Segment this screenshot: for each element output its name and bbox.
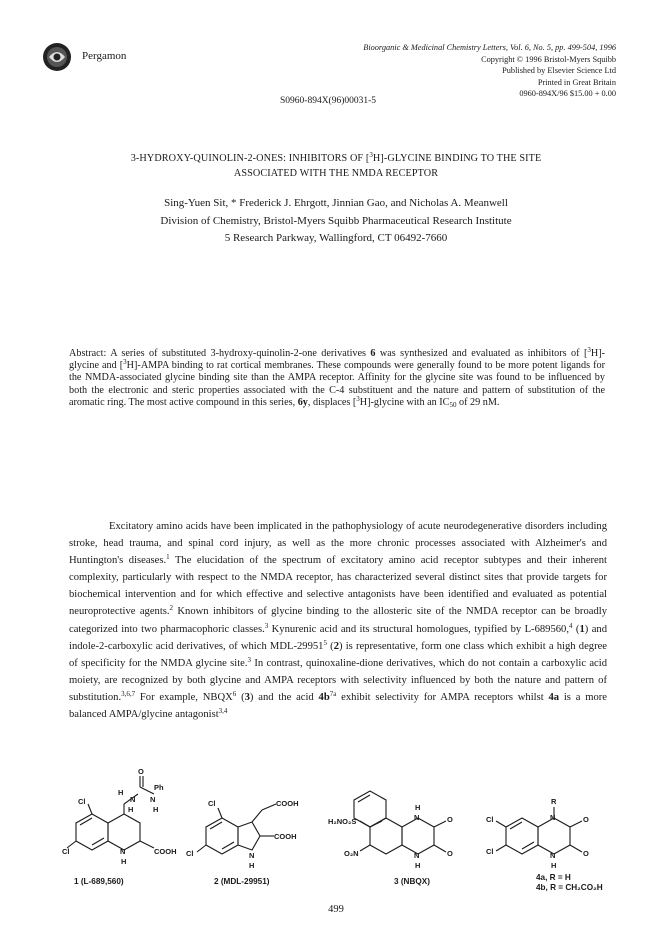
- author-names: Sing-Yuen Sit, * Frederick J. Ehrgott, Jinnian Gao, and Nicholas A. Meanwell: [164, 197, 508, 209]
- s4-pyrazine-ring: [538, 818, 570, 854]
- s3-pyrazine-ring: [402, 818, 434, 854]
- page-number: 499: [328, 904, 344, 915]
- journal-line-5: 0960-894X/96 $15.00 + 0.00: [519, 89, 616, 99]
- s2-atom-cooh1: COOH: [276, 799, 299, 808]
- s1-atom-n2: N: [150, 795, 156, 804]
- journal-line-1: Bioorganic & Medicinal Chemistry Letters, Vol. 6, No. 5, pp. 499-504, 1996: [363, 43, 616, 52]
- journal-line-2: Copyright © 1996 Bristol-Myers Squibb: [481, 54, 616, 64]
- s1-atom-o: O: [138, 767, 144, 776]
- journal-line-4: Printed in Great Britain: [537, 77, 616, 87]
- s3-atom-h2: H: [415, 861, 421, 870]
- s1-atom-cl2: Cl: [62, 847, 70, 856]
- s2-label: 2 (MDL-29951): [214, 877, 270, 886]
- s3-label: 3 (NBQX): [394, 877, 430, 886]
- s4-atom-o1: O: [583, 815, 589, 824]
- s3-atom-o1: O: [447, 815, 453, 824]
- chemical-structures-figure: [62, 767, 622, 894]
- s2-pyrrole-ring: [238, 822, 260, 850]
- s4-label-a: 4a, R = H: [536, 873, 571, 882]
- address: 5 Research Parkway, Wallingford, CT 06492-7660: [224, 232, 448, 244]
- publisher-name: Pergamon: [82, 50, 127, 62]
- s4-atom-r: R: [551, 797, 557, 806]
- s2-atom-n: N: [249, 851, 255, 860]
- s1-label: 1 (L-689,560): [74, 877, 124, 886]
- journal-citation: [363, 42, 616, 100]
- s4-atom-h: H: [551, 861, 557, 870]
- s1-atom-n3: N: [120, 847, 126, 856]
- s3-atom-n2: N: [414, 851, 420, 860]
- s3-naphthalene-ring-b: [370, 818, 402, 854]
- s3-atom-o2: O: [447, 849, 453, 858]
- s1-atom-cl1: Cl: [78, 797, 86, 806]
- s3-atom-o2n: O₂N: [344, 849, 359, 858]
- s4-atom-o2: O: [583, 849, 589, 858]
- s1-atom-h3: H: [153, 805, 159, 814]
- s1-atom-h4: H: [121, 857, 127, 866]
- s4-atom-cl2: Cl: [486, 847, 494, 856]
- s1-atom-n1: N: [130, 795, 136, 804]
- s3-atom-n1: N: [414, 813, 420, 822]
- s1-atom-h1: H: [118, 788, 124, 797]
- s1-atom-cooh: COOH: [154, 847, 177, 856]
- s2-atom-cl2: Cl: [186, 849, 194, 858]
- s1-atom-ph: Ph: [154, 783, 164, 792]
- s1-piperidine-ring: [108, 814, 140, 850]
- pergamon-logo-icon: [42, 42, 72, 72]
- s4-atom-n2: N: [550, 851, 556, 860]
- author-block: [60, 195, 612, 248]
- s4-atom-n1: N: [550, 813, 556, 822]
- s2-atom-cl1: Cl: [208, 799, 216, 808]
- abstract: Abstract: A series of substituted 3-hydroxy-quinolin-2-one derivatives 6 was synthesized and evaluated as inhibitors of [$^3$H]-glycine and [$^3$H]-AMPA binding to rat cortical membranes. These compounds were generally found to be more potent ligands for the NMDA-associated glycine binding site than the AMPA receptor. Affinity for the glycine site was found to be influenced by both the electronic and steric properties associated with the C-4 substituent and the nature and pattern of substitution of the aromatic ring. The most active compound in this series, 6y, displaces [$^3$H]-glycine with an $IC_{50}$ of 29 nM.: [69, 346, 605, 409]
- s3-atom-h2no2s: H₂NO₂S: [328, 817, 357, 826]
- journal-line-3: Published by Elsevier Science Ltd: [502, 66, 616, 76]
- s2-atom-h: H: [249, 861, 255, 870]
- pii-code: S0960-894X(96)00031-5: [280, 96, 377, 106]
- article-title: 3-HYDROXY-QUINOLIN-2-ONES: INHIBITORS OF [$^3$H]-GLYCINE BINDING TO THE SITE ASSOCIATED WITH THE NMDA RECEPTOR: [130, 151, 542, 179]
- s3-atom-h1: H: [415, 803, 421, 812]
- s1-atom-h2: H: [128, 805, 134, 814]
- s2-atom-cooh2: COOH: [274, 832, 297, 841]
- body-paragraph: Excitatory amino acids have been implicated in the pathophysiology of acute neurodegenerative disorders including stroke, head trauma, and spinal cord injury, as well as the more chronic processes associated with Alzheimer's and Huntington's diseases.$^1$ The elucidation of the spectrum of excitatory amino acid receptor subtypes and their inherent complexity, particularly with respect to the NMDA receptor, has characterized several distinct sites that provide targets for biochemical intervention and for which effective and selective antagonists have been identified and evaluated as potential neuroprotective agents.$^2$ Known inhibitors of glycine binding to the allosteric site of the NMDA receptor can be broadly categorized into two pharmacophoric classes.$^3$ Kynurenic acid and its structural homologues, typified by L-689560,$^4$ (1) and indole-2-carboxylic acid derivatives, of which MDL-29951$^5$ (2) is representative, form one class which exhibit a high degree of specificity for the NMDA glycine site.$^3$ In contrast, quinoxaline-dione derivatives, which do not contain a carboxylic acid moiety, are recognized by both glycine and AMPA receptors with selectivity influenced by both the nature and pattern of substitution.$^{3,6,7}$ For example, NBQX$^6$ (3) and the acid $4b^{7a}$ exhibit selectivity for AMPA receptors whilst 4a is a more balanced AMPA/glycine antagonist$^{3,4}$: [69, 521, 607, 721]
- affiliation: Division of Chemistry, Bristol-Myers Squibb Pharmaceutical Research Institute: [160, 214, 512, 227]
- s4-atom-cl1: Cl: [486, 815, 494, 824]
- s4-label-b: 4b, R = CH₂CO₂H: [536, 883, 603, 892]
